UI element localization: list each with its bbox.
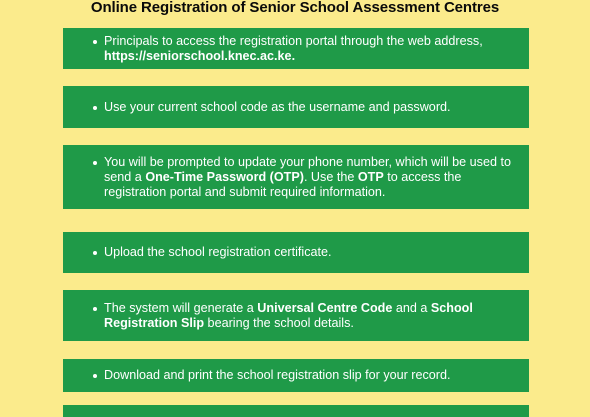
step-card-otp (63, 145, 529, 209)
step-text-part: Use your current school code as the username and password. (104, 99, 451, 114)
step-text (104, 245, 332, 260)
step-text-part: Download and print the school registration slip for your record. (104, 368, 451, 382)
step-text-part: . Use the (303, 169, 358, 184)
step-card-upload (63, 232, 529, 273)
step-text-part: to access the registration portal and submit required information. (104, 169, 462, 199)
step-text (104, 155, 519, 200)
step-text (104, 34, 519, 64)
step-text-part: You will be prompted to update your phone number, which will be used to send a (104, 154, 511, 184)
step-text (104, 100, 451, 115)
step-text-part: Upload the school registration certificate. (104, 245, 332, 259)
step-card-credentials (63, 86, 529, 128)
step-bold-centre-code: Universal Centre Code (257, 300, 393, 315)
step-card-centre-code (63, 290, 529, 341)
step-text-part: bearing the school details. (204, 315, 354, 330)
step-bold-otp: OTP (357, 169, 384, 184)
step-text-part: The system will generate a (104, 300, 258, 315)
step-card-partial (63, 405, 529, 417)
step-bold-otp-full: One-Time Password (OTP) (145, 169, 304, 184)
step-text (104, 301, 519, 331)
step-card-portal-access (63, 28, 529, 69)
step-text (104, 368, 451, 383)
step-text-part: and a (392, 300, 431, 315)
step-bold-registration-slip: School Registration Slip (104, 300, 473, 330)
step-text-part: Principals to access the registration portal through the web address, (104, 33, 483, 48)
step-card-download (63, 359, 529, 392)
portal-url: https://seniorschool.knec.ac.ke. (104, 48, 296, 63)
page-title: Online Registration of Senior School Assessment Centres (90, 0, 500, 16)
